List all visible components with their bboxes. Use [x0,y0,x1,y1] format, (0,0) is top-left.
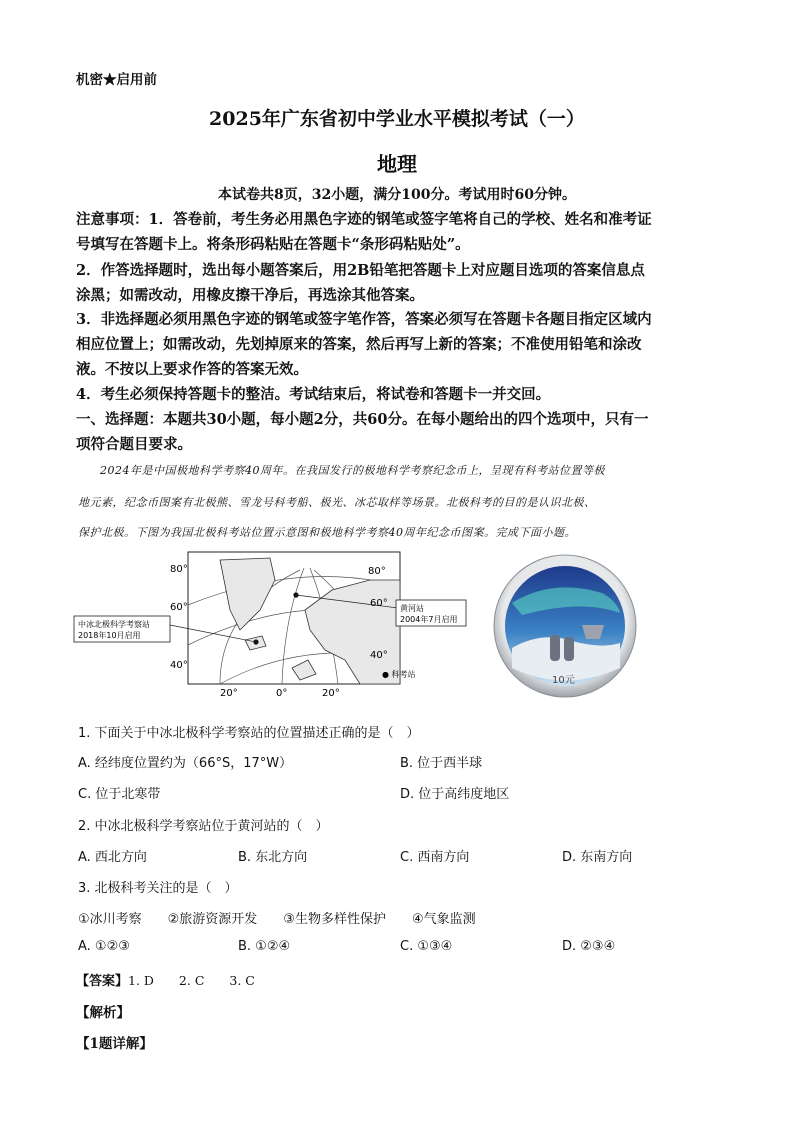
question-3-option-b: B. ①②④ [238,939,291,954]
instruction-3b: 相应位置上；如需改动，先划掉原来的答案，然后再写上新的答案；不准使用铅笔和涂改 [76,336,642,353]
detail-label: 【1题详解】 [76,1036,153,1052]
exam-info: 本试卷共8页，32小题，满分100分。考试用时60分钟。 [218,187,576,203]
passage-line-3: 保护北极。下图为我国北极科考站位置示意图和极地科学考察40周年纪念币图案。完成下面小题。 [78,526,576,539]
question-3-option-a: A. ①②③ [78,939,130,954]
question-1-option-b: B. 位于西半球 [400,756,483,771]
answer-label: 【答案】 [76,974,129,989]
question-1-option-a: A. 经纬度位置约为（66°S，17°W） [78,756,293,771]
lon-label-20e: 20° [322,688,340,699]
station2-date: 2004年7月启用 [400,615,458,624]
instruction-4: 4．考生必须保持答题卡的整洁。考试结束后，将试卷和答题卡一并交回。 [76,386,551,403]
question-2-stem: 2. 中冰北极科学考察站位于黄河站的（ ） [78,819,329,834]
lat-label-right-80: 80° [368,566,386,577]
question-2-option-b: B. 东北方向 [238,850,308,865]
passage-line-1: 2024年是中国极地科学考察40周年。在我国发行的极地科学考察纪念币上，呈现有科考站位置等极 [100,464,605,477]
arctic-station-map [70,550,480,710]
lat-label-left-60: 60° [170,602,188,613]
answer-line [76,970,255,989]
coin-denomination: 10元 [552,675,575,686]
question-2-option-d: D. 东南方向 [562,850,633,865]
question-3-option-c: C. ①③④ [400,939,453,954]
exam-title: 2025年广东省初中学业水平模拟考试（一） [209,108,585,130]
station1-date: 2018年10月启用 [78,631,141,640]
section-heading-2: 项符合题目要求。 [76,436,192,453]
instruction-2b: 涂黑；如需改动，用橡皮擦干净后，再选涂其他答案。 [76,287,424,304]
question-1-stem: 1. 下面关于中冰北极科学考察站的位置描述正确的是（ ） [78,726,420,741]
instruction-1a: 注意事项：1．答卷前，考生务必用黑色字迹的钢笔或签字笔将自己的学校、姓名和准考证 [76,211,652,228]
question-2-option-c: C. 西南方向 [400,850,470,865]
question-3-items: ①冰川考察 ②旅游资源开发 ③生物多样性保护 ④气象监测 [78,912,476,927]
passage-line-2: 地元素，纪念币图案有北极熊、雪龙号科考船、极光、冰芯取样等场景。北极科考的目的是认识北极、 [78,496,596,509]
instruction-1b: 号填写在答题卡上。将条形码粘贴在答题卡“条形码粘贴处”。 [76,236,470,253]
question-2-option-a: A. 西北方向 [78,850,147,865]
answer-values: 1. D 2. C 3. C [128,973,255,988]
instruction-3c: 液。不按以上要求作答的答案无效。 [76,361,308,378]
lon-label-20w: 20° [220,688,238,699]
lat-label-left-80: 80° [170,564,188,575]
station2-name: 黄河站 [400,604,424,613]
exam-subject: 地理 [377,152,417,176]
confidential-mark: 机密★启用前 [76,72,157,88]
question-1-option-d: D. 位于高纬度地区 [400,787,510,802]
question-1-option-c: C. 位于北寒带 [78,787,161,802]
question-3-stem: 3. 北极科考关注的是（ ） [78,881,238,896]
station1-name: 中冰北极科学考察站 [78,620,150,629]
lon-label-0: 0° [276,688,288,699]
commemorative-coin-image [492,553,638,699]
instruction-3a: 3．非选择题必须用黑色字迹的钢笔或签字笔作答，答案必须写在答题卡各题目指定区域内 [76,311,652,328]
question-3-option-d: D. ②③④ [562,939,616,954]
lat-label-right-60: 60° [370,598,388,609]
instruction-2a: 2．作答选择题时，选出每小题答案后，用2B铅笔把答题卡上对应题目选项的答案信息点 [76,262,645,279]
lat-label-left-40: 40° [170,660,188,671]
lat-label-right-40: 40° [370,650,388,661]
map-legend: ● 科考站 [382,670,416,679]
analysis-label: 【解析】 [76,1005,130,1021]
section-heading-1: 一、选择题：本题共30小题，每小题2分，共60分。在每小题给出的四个选项中，只有一 [76,411,649,428]
